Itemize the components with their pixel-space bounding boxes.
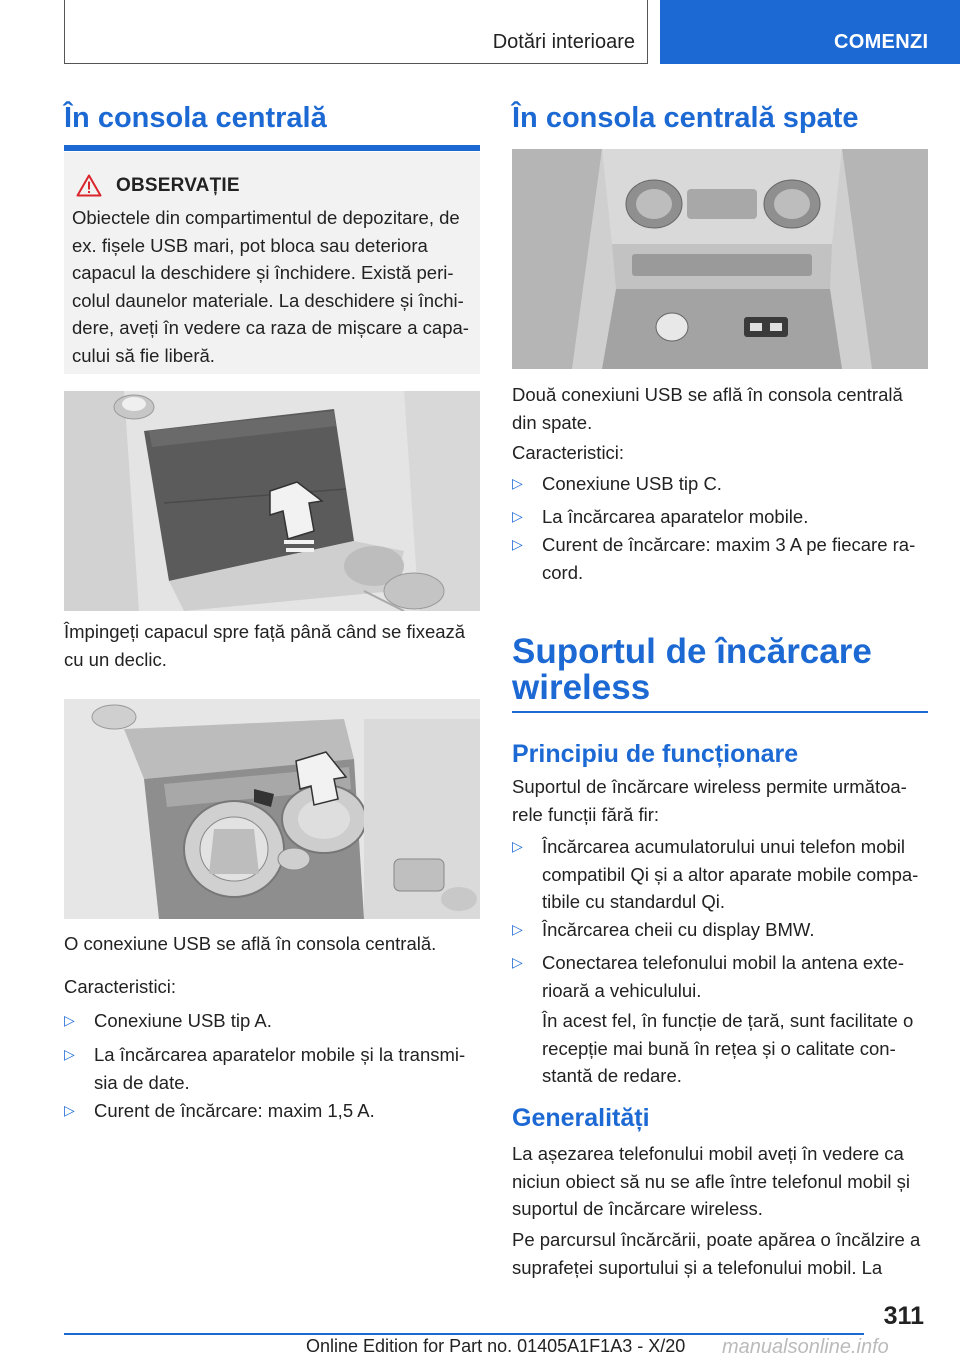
left-feature-item — [64, 1041, 480, 1097]
left-feature-text: Conexiune USB tip A. — [94, 1010, 272, 1031]
right-feature-text: Conexiune USB tip C. — [542, 473, 722, 494]
principle-note: În acest fel, în funcție de țară, sunt facilitate o recepție mai bună în rețea și o calitate constantă de redare. — [542, 1010, 914, 1086]
principle-item — [512, 949, 928, 1005]
image-usb-console — [64, 699, 480, 919]
illustration-usb-console — [64, 699, 480, 919]
left-feature-text: La încărcarea aparatelor mobile și la transmisia de date. — [94, 1044, 466, 1093]
principle-item — [512, 916, 928, 944]
principle-heading: Principiu de funcționare — [512, 740, 799, 768]
page-number: 311 — [883, 1302, 924, 1330]
caption-rear-usb: Două conexiuni USB se află în consola centrală din spate. — [512, 384, 903, 433]
triangle-bullet-icon: ▷ — [512, 921, 523, 937]
footer-edition: Online Edition for Part no. 01405A1F1A3 - X/20 — [306, 1336, 686, 1356]
header-section-tab — [64, 0, 648, 64]
triangle-bullet-icon: ▷ — [512, 475, 523, 491]
illustration-storage-lid — [64, 391, 480, 611]
warning-title: OBSERVAȚIE — [116, 174, 240, 196]
right-feature-text: La încărcarea aparatelor mobile. — [542, 506, 809, 527]
principle-item — [512, 833, 928, 916]
general-paragraph-2: Pe parcursul încărcării, poate apărea o încălzire a suprafeței suportului și a telefonului mobil. La — [512, 1229, 921, 1278]
wireless-charging-title: Suportul de încărcare wireless — [512, 632, 872, 707]
warning-box — [64, 152, 480, 374]
right-feature-item — [512, 531, 928, 587]
left-features-label: Caracteristici: — [64, 976, 177, 997]
watermark: manualsonline.info — [722, 1336, 889, 1358]
footer-rule — [64, 1333, 864, 1335]
header-section-label: Dotări interioare — [492, 31, 635, 53]
left-feature-item — [64, 1097, 480, 1125]
principle-text: Suportul de încărcare wireless permite următoarele funcții fără fir: — [512, 776, 907, 825]
triangle-bullet-icon: ▷ — [64, 1046, 75, 1062]
general-paragraph-1: La așezarea telefonului mobil aveți în vedere ca niciun obiect să nu se afle între telefonul mobil și suportul de încărcare wireless. — [512, 1143, 910, 1219]
right-section-heading: În consola centrală spate — [512, 102, 859, 134]
principle-item-text: Încărcarea acumulatorului unui telefon mobil compatibil Qi și a altor aparate mobile compatibile cu standardul Qi. — [542, 836, 919, 912]
header-chapter-label: COMENZI — [834, 31, 929, 53]
header-chapter-tab — [660, 0, 960, 64]
triangle-bullet-icon: ▷ — [512, 536, 523, 552]
right-feature-item — [512, 503, 928, 531]
triangle-bullet-icon: ▷ — [64, 1102, 75, 1118]
right-feature-text: Curent de încărcare: maxim 3 A pe fiecare racord. — [542, 534, 916, 583]
triangle-bullet-icon: ▷ — [512, 508, 523, 524]
triangle-bullet-icon: ▷ — [512, 838, 523, 854]
left-section-heading: În consola centrală — [64, 102, 327, 134]
right-features-label: Caracteristici: — [512, 442, 625, 463]
image-rear-console — [512, 149, 928, 369]
warning-triangle-icon — [76, 174, 102, 197]
triangle-bullet-icon: ▷ — [64, 1012, 75, 1028]
right-feature-item — [512, 470, 928, 498]
principle-item-text: Încărcarea cheii cu display BMW. — [542, 919, 815, 940]
left-heading-rule — [64, 145, 480, 151]
warning-text: Obiectele din compartimentul de depozitare, de ex. fișele USB mari, pot bloca sau deteriora capacul la deschidere și închidere. Există pericolul daunelor materiale. La deschidere și închidere, aveți în vedere ca raza de mișcare a capacului să fie liberă. — [72, 207, 469, 366]
image-storage-lid — [64, 391, 480, 611]
illustration-rear-console — [512, 149, 928, 369]
principle-item-text: Conectarea telefonului mobil la antena exterioară a vehiculului. — [542, 952, 905, 1001]
general-heading: Generalități — [512, 1104, 650, 1132]
wireless-title-rule — [512, 711, 928, 713]
left-feature-text: Curent de încărcare: maxim 1,5 A. — [94, 1100, 375, 1121]
warning-header — [76, 174, 240, 197]
left-feature-item — [64, 1007, 480, 1035]
triangle-bullet-icon: ▷ — [512, 954, 523, 970]
caption-usb-console: O conexiune USB se află în consola centrală. — [64, 933, 437, 954]
caption-push-lid: Împingeți capacul spre față până când se fixează cu un declic. — [64, 621, 466, 670]
